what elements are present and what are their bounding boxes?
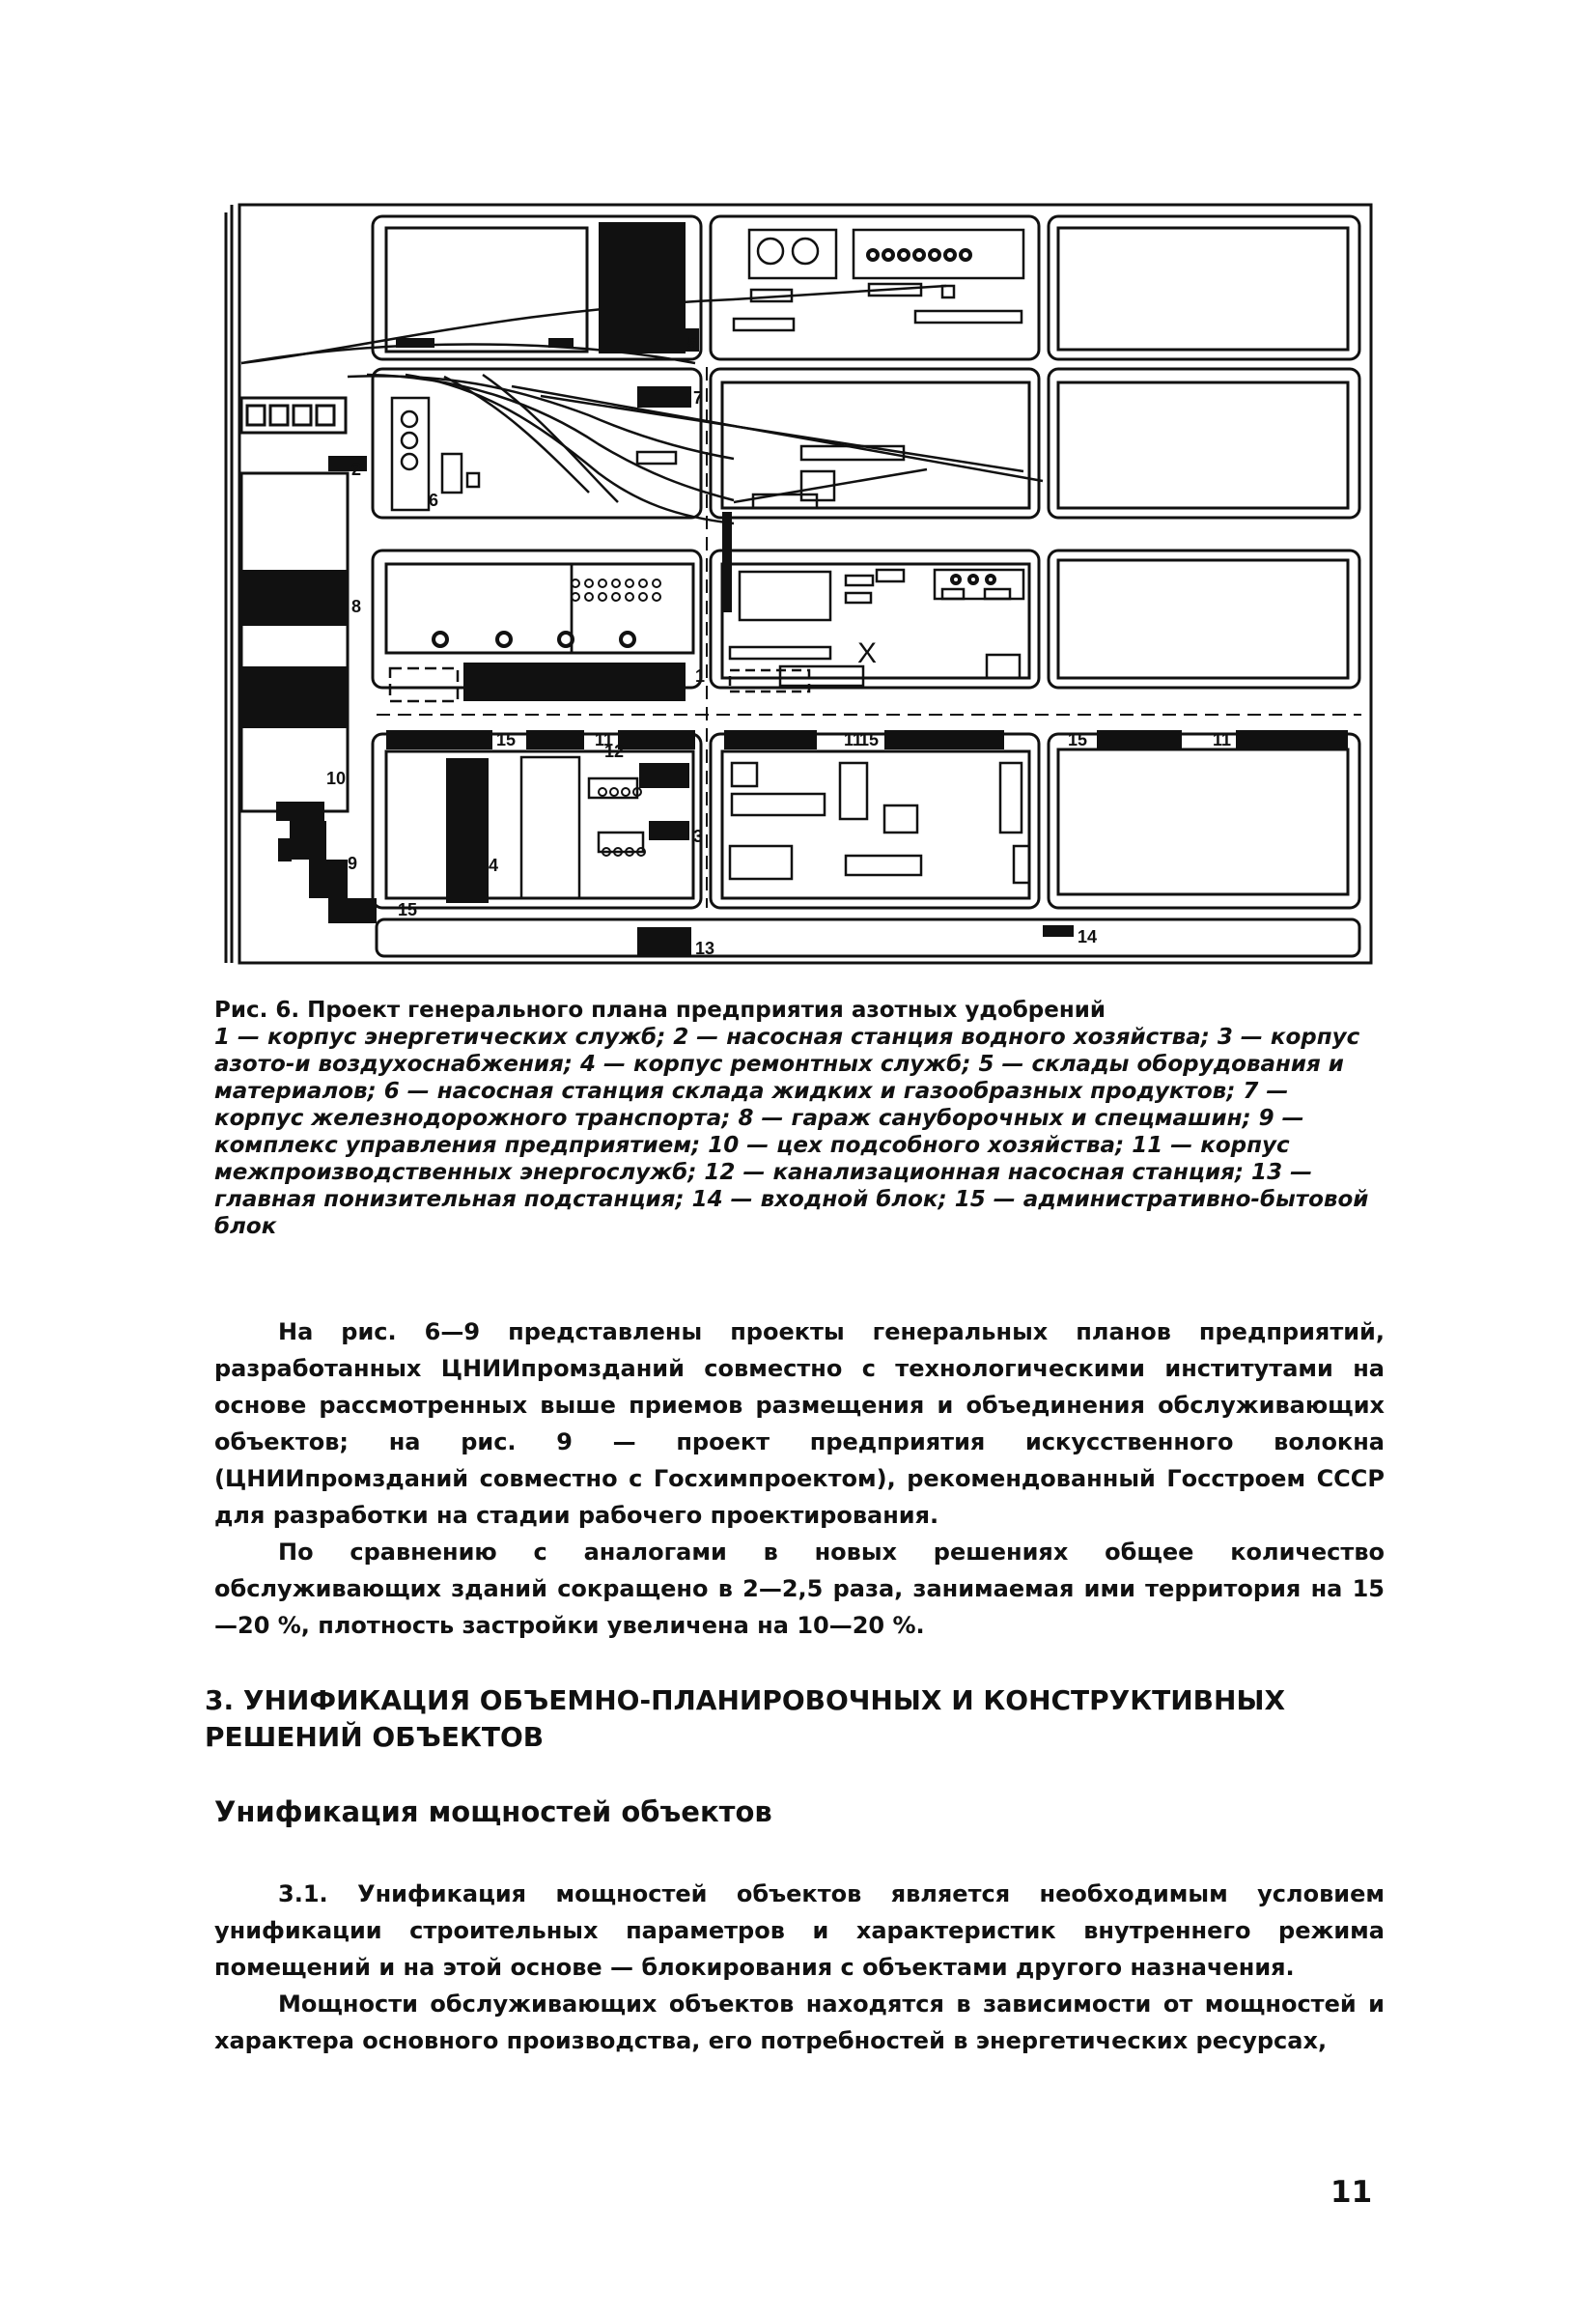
paragraph-3-1-text: Унификация мощностей объектов является необходимым условием унификации строительных параметров и характеристик внутреннего режима помещений и на этой основе — блокирования с объектами другого назначения. bbox=[214, 1880, 1385, 1981]
x-mark: X bbox=[857, 637, 878, 669]
site-plan-figure bbox=[193, 193, 1390, 966]
callout-12: 12 bbox=[604, 742, 625, 761]
subsection-heading: Унификация мощностей объектов bbox=[214, 1795, 772, 1828]
callout-14: 14 bbox=[1078, 927, 1098, 946]
callout-3: 3 bbox=[693, 827, 704, 846]
paragraph-3-1 bbox=[214, 1876, 1385, 1986]
paragraph-2: По сравнению с аналогами в новых решениях общее количество обслуживающих зданий сокращено в 2—2,5 раза, занимаемая ими территория на 15—20 %, плотность застройки увеличена на 10—20 %. bbox=[214, 1539, 1385, 1639]
section-paragraphs bbox=[214, 1876, 1385, 2059]
callout-1: 1 bbox=[695, 666, 706, 686]
callout-15a: 15 bbox=[496, 730, 517, 749]
callout-11c: 11 bbox=[1213, 730, 1232, 749]
callout-15c: 15 bbox=[1068, 730, 1088, 749]
callout-15b: 15 bbox=[859, 730, 880, 749]
body-paragraphs bbox=[214, 1313, 1385, 1644]
callout-8: 8 bbox=[351, 597, 362, 616]
paragraph-1: На рис. 6—9 представлены проекты генеральных планов предприятий, разработанных ЦНИИпромзданий совместно с технологическими институтами на основе рассмотренных выше приемов размещения и объединения обслуживающих объектов; на рис. 9 — проект предприятия искусственного волокна (ЦНИИпромзданий совместно с Госхимпроектом), рекомендованный Госстроем СССР для разработки на стадии рабочего проектирования. bbox=[214, 1318, 1385, 1529]
callout-6: 6 bbox=[429, 491, 439, 510]
callout-15d: 15 bbox=[398, 900, 418, 919]
callout-13: 13 bbox=[695, 939, 715, 958]
caption-legend: 1 — корпус энергетических служб; 2 — насосная станция водного хозяйства; 3 — корпус азото-и воздухоснабжения; 4 — корпус ремонтных служб; 5 — склады оборудования и материалов; 6 — насосная станция склада жидких и газообразных продуктов; 7 — корпус железнодорожного транспорта; 8 — гараж сануборочных и спецмашин; 9 — комплекс управления предприятием; 10 — цех подсобного хозяйства; 11 — корпус межпроизводственных энергослужб; 12 — канализационная насосная станция; 13 — главная понизительная подстанция; 14 — входной блок; 15 — административно-бытовой блок bbox=[214, 1025, 1369, 1239]
section-heading: 3. УНИФИКАЦИЯ ОБЪЕМНО-ПЛАНИРОВОЧНЫХ И КОНСТРУКТИВНЫХ РЕШЕНИЙ ОБЪЕКТОВ bbox=[205, 1684, 1286, 1753]
callout-5: 5 bbox=[687, 334, 698, 353]
callout-11a: 11 bbox=[595, 730, 614, 749]
paragraph-3-2: Мощности обслуживающих объектов находятся в зависимости от мощностей и характера основного производства, его потребностей в энергетических ресурсах, bbox=[214, 1990, 1385, 2054]
callout-4: 4 bbox=[489, 856, 499, 875]
callout-10: 10 bbox=[326, 769, 347, 788]
callout-7: 7 bbox=[693, 388, 704, 408]
figure-caption bbox=[214, 997, 1385, 1240]
callout-11b: 11 bbox=[844, 730, 863, 749]
callout-2: 2 bbox=[351, 460, 362, 479]
caption-title: Рис. 6. Проект генерального плана предприятия азотных удобрений bbox=[214, 998, 1106, 1023]
paragraph-number: 3.1. bbox=[278, 1880, 328, 1907]
page-number: 11 bbox=[1330, 2175, 1373, 2210]
callout-9: 9 bbox=[348, 854, 358, 873]
